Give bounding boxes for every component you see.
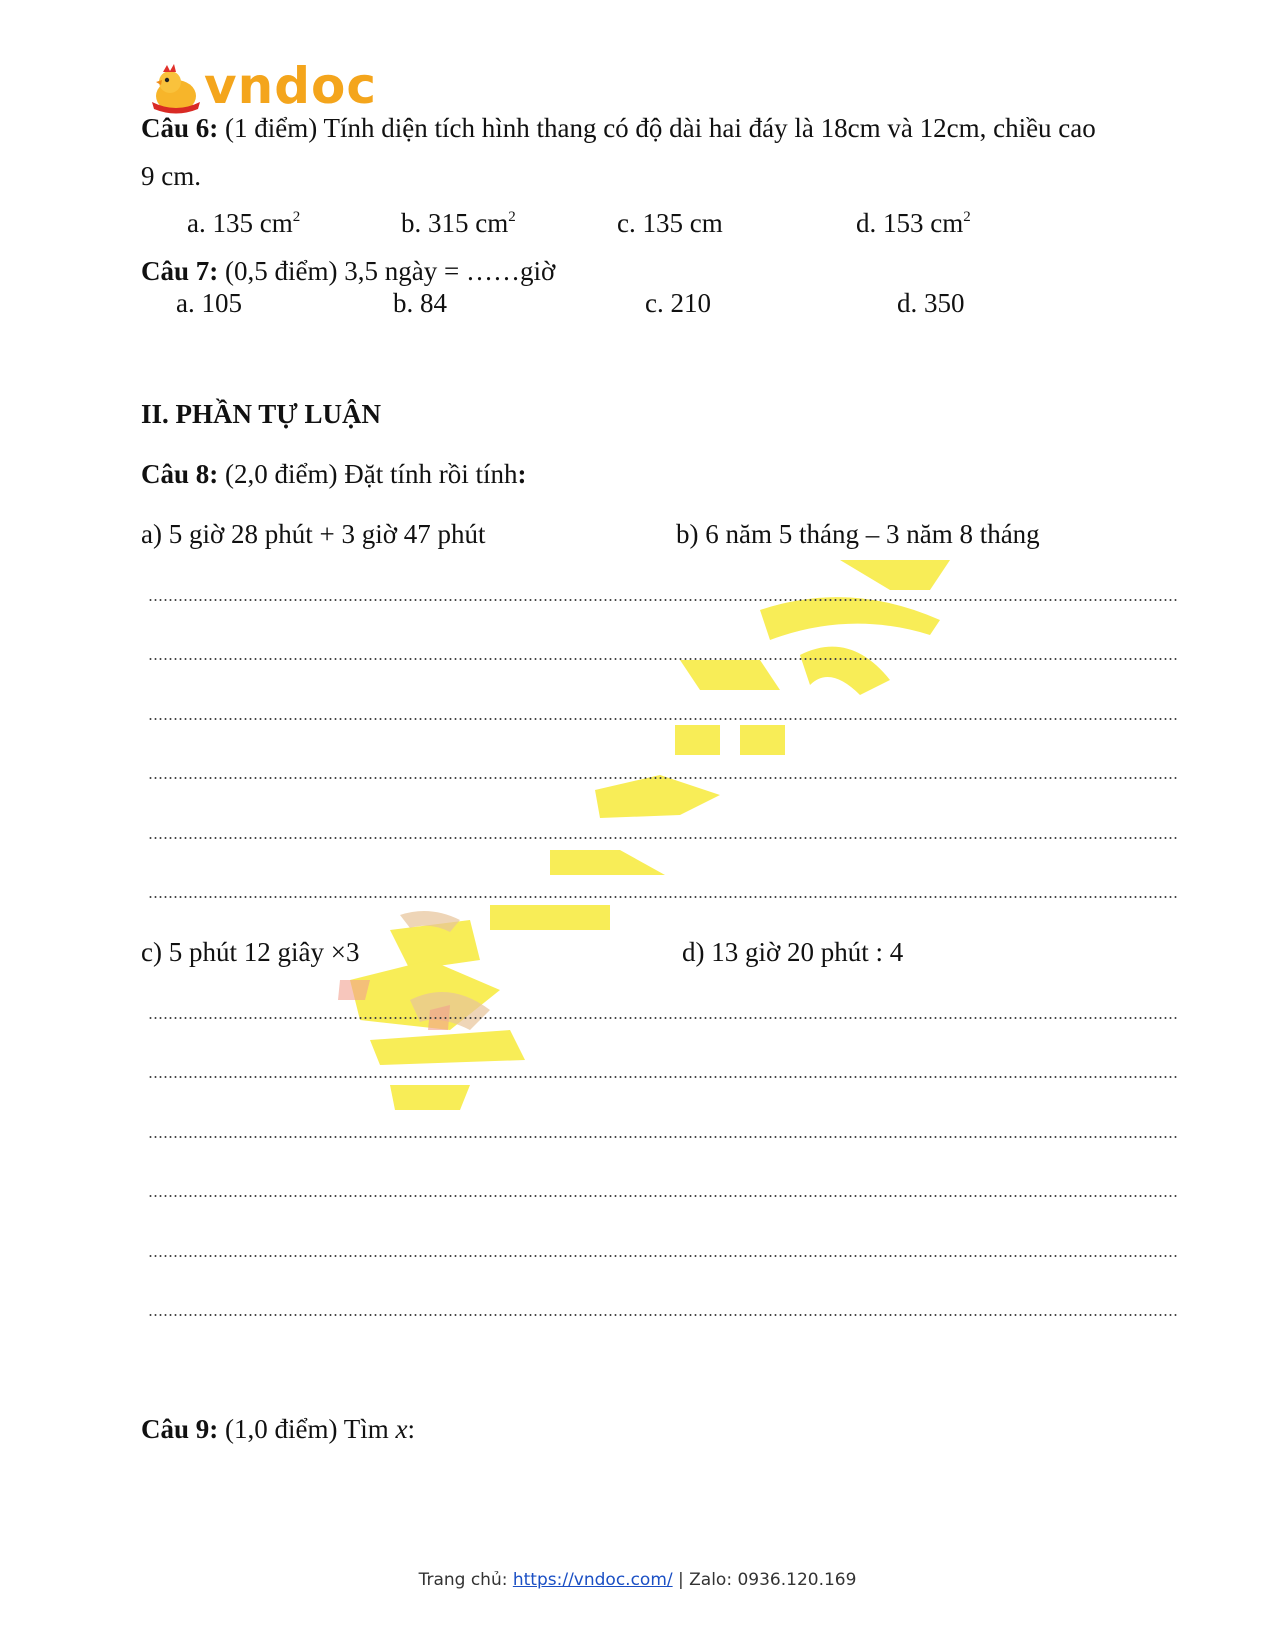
- q9-line: Câu 9: (1,0 điểm) Tìm x:: [141, 1414, 415, 1444]
- q8-part-a: a) 5 giờ 28 phút + 3 giờ 47 phút: [141, 519, 486, 549]
- page-footer: [0, 1570, 1275, 1590]
- logo-wordmark: vndoc: [204, 57, 377, 115]
- answer-line: [148, 657, 1178, 661]
- q6-label: Câu 6:: [141, 113, 219, 143]
- footer-suffix: | Zalo: 0936.120.169: [672, 1570, 857, 1590]
- answer-line: [148, 836, 1178, 840]
- q9-variable: x: [395, 1414, 408, 1444]
- section-title: II. PHẦN TỰ LUẬN: [141, 399, 382, 429]
- q9-text: (1,0 điểm) Tìm: [225, 1414, 396, 1444]
- answer-line: [148, 895, 1178, 899]
- footer-homepage-link[interactable]: https://vndoc.com/: [512, 1570, 673, 1590]
- answer-line: [148, 776, 1178, 780]
- answer-line: [148, 717, 1178, 721]
- q7-option-a: a. 105: [176, 288, 242, 318]
- q6-line2: 9 cm.: [141, 161, 201, 191]
- answer-line: [148, 1016, 1178, 1020]
- answer-line: [148, 1254, 1178, 1258]
- q6-option-b: b. 315 $cm^2$: [401, 208, 516, 238]
- q6-option-a: a. 135 $cm^2$: [187, 208, 301, 238]
- answer-line: [148, 598, 1178, 602]
- vndoc-logo: [148, 57, 378, 118]
- q8-part-d: d) 13 giờ 20 phút : 4: [682, 937, 904, 967]
- q6-option-c: c. 135 cm: [617, 208, 723, 238]
- q7-label: Câu 7:: [141, 256, 219, 286]
- answer-line: [148, 1313, 1178, 1317]
- q7-text: (0,5 điểm) 3,5 ngày = ……giờ: [225, 256, 556, 286]
- watermark-logo-image: [330, 560, 990, 1120]
- q7-line: [141, 255, 555, 287]
- q6-text: (1 điểm) Tính diện tích hình thang có độ dài hai đáy là 18cm và 12cm, chiều cao: [225, 113, 1096, 143]
- q7-option-b: b. 84: [393, 288, 447, 318]
- q8-part-c: c) 5 phút 12 giây ×3: [141, 937, 360, 967]
- q7-option-d: d. 350: [897, 288, 965, 318]
- answer-line: [148, 1135, 1178, 1139]
- answer-line: [148, 1075, 1178, 1079]
- answer-line: [148, 1194, 1178, 1198]
- q8-part-b: b) 6 năm 5 tháng – 3 năm 8 tháng: [676, 519, 1040, 549]
- q8-line: Câu 8: (2,0 điểm) Đặt tính rồi tính:: [141, 459, 527, 489]
- q8-text: (2,0 điểm) Đặt tính rồi tính: [225, 459, 518, 489]
- rooster-mascot-icon: [148, 62, 204, 118]
- q8-label: Câu 8:: [141, 459, 219, 489]
- footer-prefix: Trang chủ:: [418, 1570, 513, 1590]
- q9-label: Câu 9:: [141, 1414, 219, 1444]
- q6-line1: [141, 112, 1096, 144]
- q6-option-d: d. 153 $cm^2$: [856, 208, 971, 238]
- q7-option-c: c. 210: [645, 288, 711, 318]
